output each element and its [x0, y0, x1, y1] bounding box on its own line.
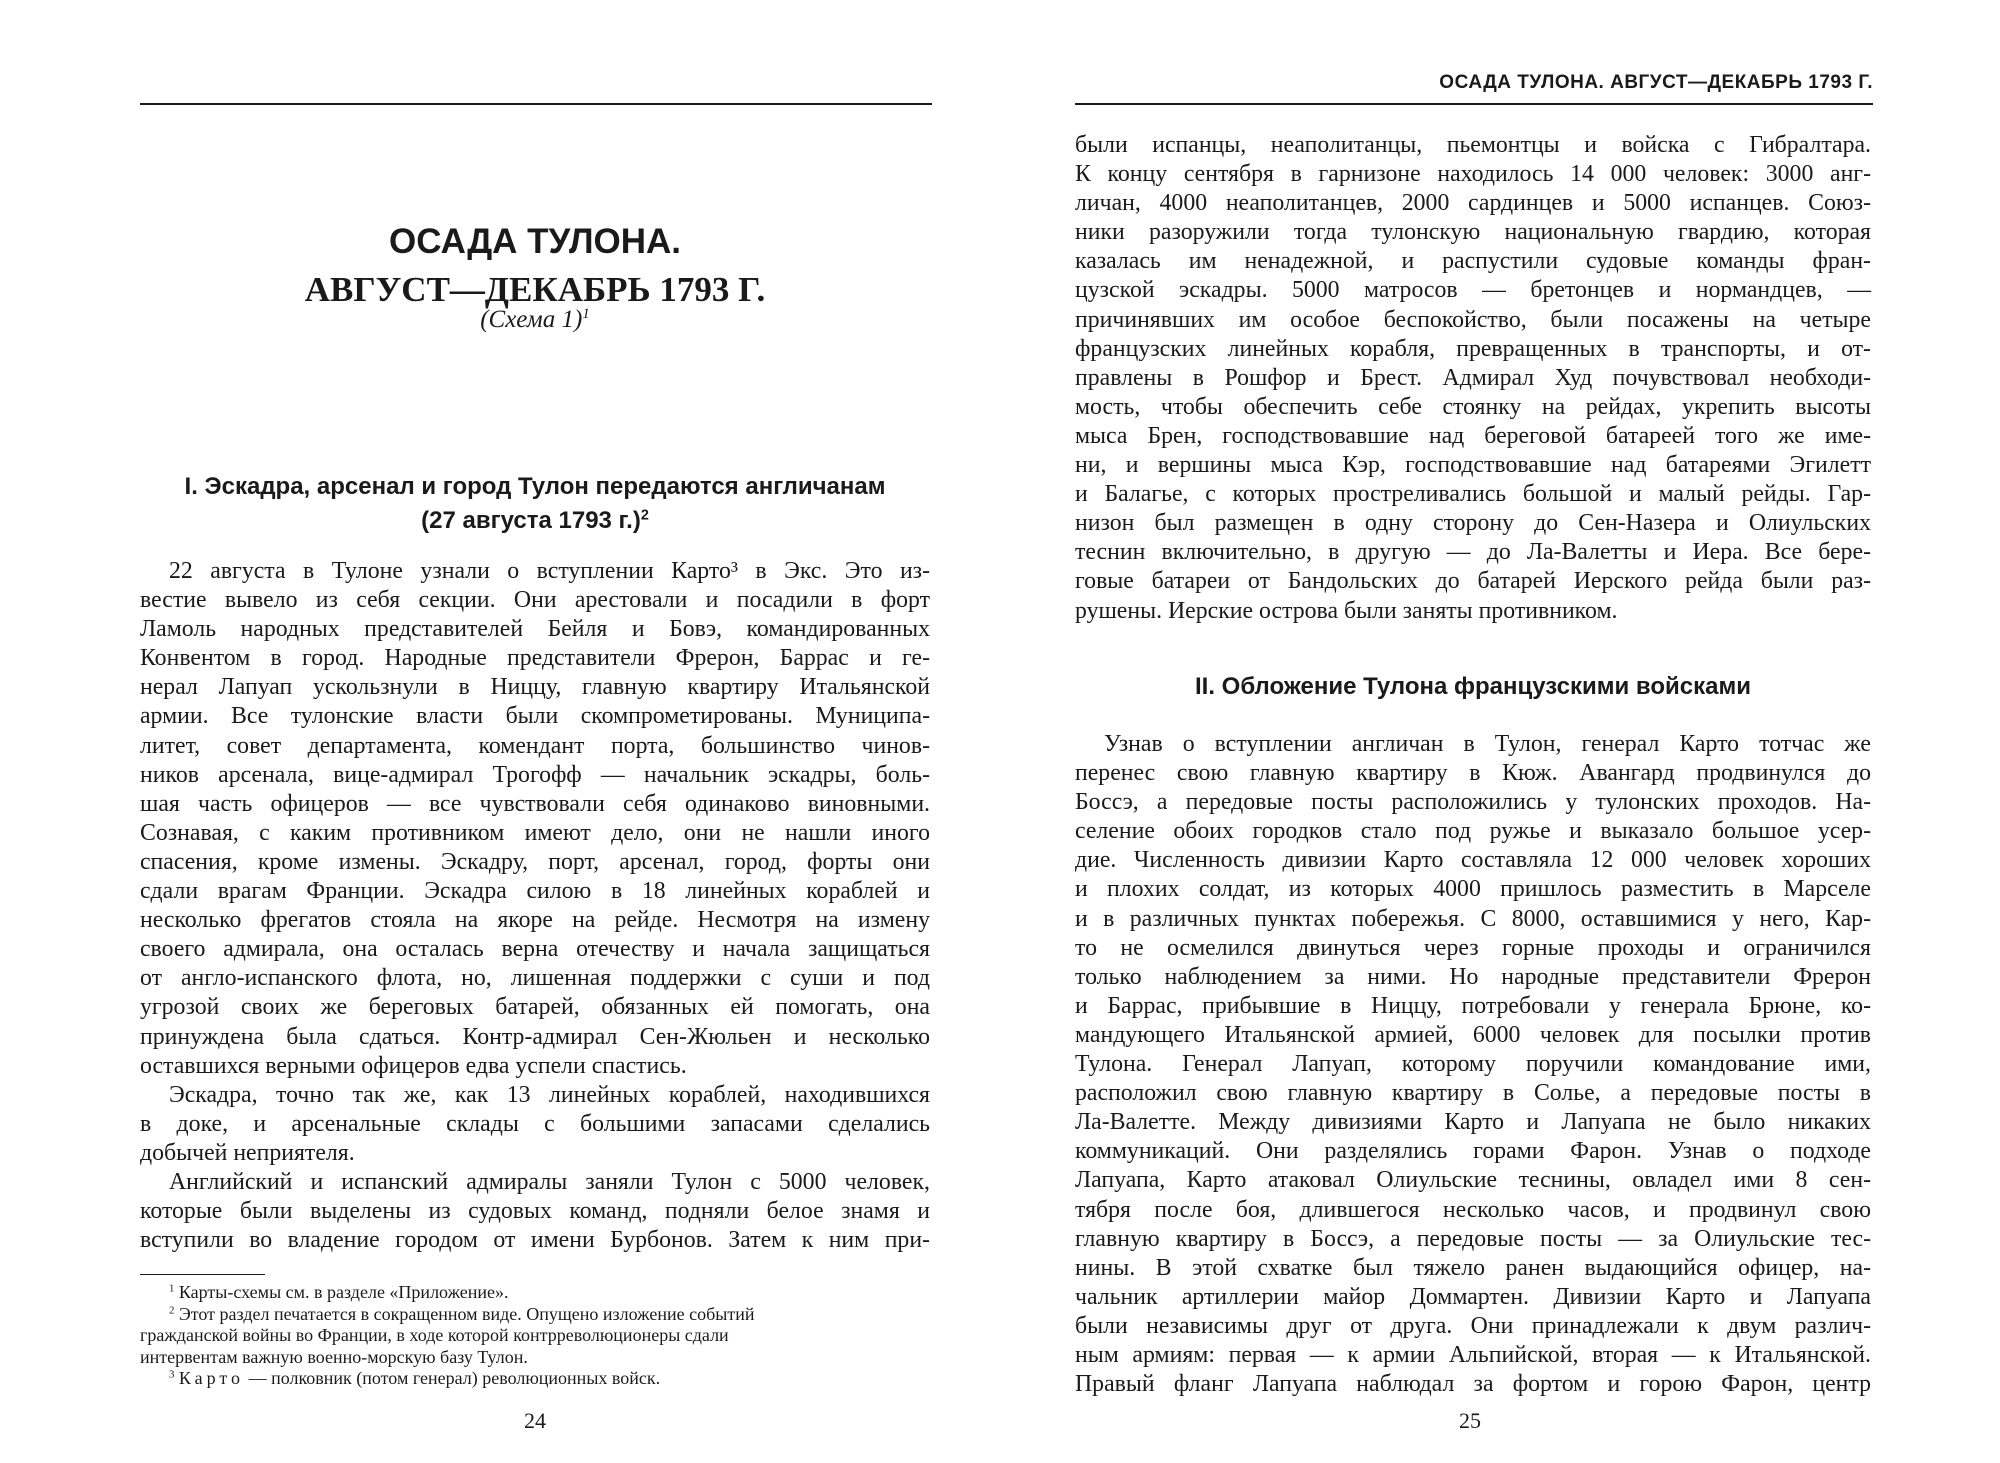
left-body-line: Эскадра, точно так же, как 13 линейных кораблей, находившихся — [169, 1081, 930, 1108]
footnote-ref-1: 1 — [582, 306, 590, 322]
right-bottom-line: Узнав о вступлении англичан в Тулон, генерал Карто тотчас же — [1104, 731, 1871, 757]
right-bottom-line: селение обоих городков стало под ружье и выказало большое усер- — [1075, 818, 1871, 845]
footnote-2-number: 2 — [169, 1304, 175, 1317]
right-top-line: ни, и вершины мыса Кэр, господствовавшие над батареями Эгилетт — [1075, 452, 1871, 479]
right-bottom-line: главную квартиру в Боссэ, а передовые посты — за Олиульские тес- — [1075, 1225, 1871, 1252]
left-body-line: 22 августа в Тулоне узнали о вступлении Карто³ в Экс. Это из- — [169, 558, 930, 584]
right-bottom-line: и Баррас, прибывшие в Ниццу, потребовали у генерала Брюне, ко- — [1075, 992, 1871, 1019]
right-bottom-line: Правый фланг Лапуапа наблюдал за фортом и горою Фарон, центр — [1075, 1371, 1871, 1398]
right-bottom-line: ным армиям: первая — к армии Альпийской, вторая — к Итальянской. — [1075, 1341, 1871, 1368]
right-top-line: казалась им ненадежной, и распустили судовые команды фран- — [1075, 248, 1871, 275]
footnote-3-text: — полковник (потом генерал) революционных войск. — [244, 1368, 661, 1389]
left-body-line: вестие вывело из себя секции. Они арестовали и посадили в форт — [140, 587, 930, 614]
right-bottom-line: чальник артиллерии майор Доммартен. Дивизии Карто и Лапуапа — [1075, 1283, 1871, 1310]
footnote-1 — [140, 1282, 930, 1304]
right-top-line: мыса Брен, господствовавшие над береговой батареей того же име- — [1075, 422, 1871, 449]
right-header-rule — [1075, 103, 1873, 105]
left-body-line: в доке, и арсенальные склады с большими запасами сделались — [140, 1110, 930, 1137]
right-top-line: и Балагье, с которых простреливались большой и малый рейды. Гар- — [1075, 481, 1871, 508]
footnote-rule — [140, 1274, 265, 1275]
left-body-line: литет, совет департамента, комендант порта, большинство чинов- — [140, 732, 930, 759]
left-body-text — [140, 557, 930, 1255]
running-head: ОСАДА ТУЛОНА. АВГУСТ—ДЕКАБРЬ 1793 Г. — [1439, 72, 1873, 93]
right-top-line: говые батареи от Бандольских до батарей Иерского рейда были раз- — [1075, 568, 1871, 595]
footnote-2-text-1: Этот раздел печатается в сокращенном виде. Опущено изложение событий — [178, 1303, 755, 1324]
right-bottom-line: коммуникаций. Они разделялись горами Фарон. Узнав о подходе — [1075, 1138, 1871, 1165]
left-body-line: ников арсенала, вице-адмирал Трогофф — начальник эскадры, боль- — [140, 761, 930, 788]
right-top-line: низон был размещен в одну сторону до Сен-Назера и Олиульских — [1075, 510, 1871, 537]
left-body-line: оставшихся верными офицеров едва успели спастись. — [140, 1052, 687, 1079]
right-top-line: французских линейных корабля, превращенных в транспорты, и от- — [1075, 335, 1871, 362]
left-body-line: несколько фрегатов стояла на якоре на рейде. Несмотря на измену — [140, 907, 930, 934]
left-body-line: Конвентом в город. Народные представители Фрерон, Баррас и ге- — [140, 645, 930, 672]
left-body-line: принуждена была сдаться. Контр-адмирал Сен-Жюльен и несколько — [140, 1023, 930, 1050]
footnote-3 — [140, 1368, 930, 1390]
right-bottom-line: были независимы друг от друга. Они принадлежали к двум различ- — [1075, 1312, 1871, 1339]
right-bottom-line: Лапуапа, Карто атаковал Олиульские теснины, овладел ими 8 сен- — [1075, 1167, 1871, 1194]
right-top-line: мость, чтобы обеспечить себе стоянку на рейдах, укрепить высоты — [1075, 393, 1871, 420]
section1-title-line1: I. Эскадра, арсенал и город Тулон передаются англичанам — [184, 473, 886, 500]
right-bottom-line: Ла-Валетте. Между дивизиями Карто и Лапуапа не было никаких — [1075, 1109, 1871, 1136]
footnote-1-number: 1 — [169, 1282, 175, 1295]
folio-left: 24 — [524, 1408, 546, 1433]
section2-title — [1075, 670, 1871, 704]
left-body-line: от англо-испанского флота, но, лишенная поддержки с суши и под — [140, 965, 930, 992]
right-top-line: рушены. Иерские острова были заняты противником. — [1075, 597, 1618, 624]
right-bottom-line: перенес свою главную квартиру в Кюж. Авангард продвинулся до — [1075, 760, 1871, 787]
right-bottom-line: дие. Численность дивизии Карто составляла 12 000 человек хороших — [1075, 847, 1871, 874]
left-body-line: угрозой своих же береговых батарей, обязанных ей помогать, она — [140, 994, 930, 1021]
chapter-title-line1: ОСАДА ТУЛОНА. — [388, 222, 681, 261]
right-bottom-line: и в различных пунктах побережья. С 8000, оставшимися у него, Кар- — [1075, 905, 1871, 932]
right-body-text-top — [1075, 131, 1871, 626]
left-body-line: вступили во владение городом от имени Бурбонов. Затем к ним при- — [140, 1227, 930, 1254]
left-body-line: Сознавая, с каким противником имеют дело, они не нашли иного — [140, 819, 930, 846]
left-body-line: своего адмирала, она осталась верна отечеству и начала защищаться — [140, 936, 930, 963]
right-bottom-line: то не осмелился двинуться через горные проходы и ограничился — [1075, 934, 1871, 961]
right-bottom-line: Боссэ, а передовые посты расположились у тулонских проходов. На- — [1075, 789, 1871, 816]
right-top-line: цузской эскадры. 5000 матросов — бретонцев и нормандцев, — — [1075, 277, 1871, 304]
left-body-line: Английский и испанский адмиралы заняли Тулон с 5000 человек, — [169, 1168, 930, 1195]
section2-title-text: II. Обложение Тулона французскими войсками — [1194, 673, 1751, 700]
footnote-ref-2: 2 — [640, 507, 649, 524]
right-top-line: причинявших им особое беспокойство, были посажены на четыре — [1075, 306, 1871, 333]
chapter-title-line2: АВГУСТ—ДЕКАБРЬ 1793 Г. — [304, 270, 766, 309]
right-bottom-line: Тулона. Генерал Лапуап, которому поручили командование ими, — [1075, 1051, 1871, 1078]
footnote-2-line1 — [140, 1304, 930, 1326]
left-body-line: шая часть офицеров — все чувствовали себя одинаково виновными. — [140, 790, 930, 817]
right-top-line: теснин включительно, в другую — до Ла-Валетты и Иера. Все бере- — [1075, 539, 1871, 566]
left-body-line: армии. Все тулонские власти были скомпрометированы. Муниципа- — [140, 703, 930, 730]
right-bottom-line: только наблюдением за ними. Но народные представители Фрерон — [1075, 963, 1871, 990]
folio-right: 25 — [1459, 1408, 1481, 1433]
footnote-2-line2: гражданской войны во Франции, в ходе которой контрреволюционеры сдали — [140, 1325, 729, 1346]
scheme-label: (Схема 1) — [480, 306, 583, 333]
right-top-line: ники разоружили тогда тулонскую национальную гвардию, которая — [1075, 219, 1871, 246]
right-top-line: были испанцы, неаполитанцы, пьемонтцы и войска с Гибралтара. — [1075, 132, 1871, 158]
right-bottom-line: тября после боя, длившегося несколько часов, и продвинул свою — [1075, 1196, 1871, 1223]
right-bottom-line: нины. В этой схватке был тяжело ранен выдающийся офицер, на- — [1075, 1254, 1871, 1281]
left-body-line: сдали врагам Франции. Эскадра силою в 18 линейных кораблей и — [140, 878, 930, 905]
left-body-line: которые были выделены из судовых команд, подняли белое знамя и — [140, 1198, 930, 1225]
footnote-1-text: Карты-схемы см. в разделе «Приложение». — [178, 1282, 509, 1302]
section1-title-line2: (27 августа 1793 г.) — [421, 507, 641, 534]
right-top-line: К концу сентября в гарнизоне находилось 14 000 человек: 3000 анг- — [1075, 161, 1871, 188]
right-bottom-line: расположил свою главную квартиру в Солье, а передовые посты в — [1075, 1080, 1871, 1107]
footnote-2-line3: интервентам важную военно-морскую базу Тулон. — [140, 1346, 528, 1367]
right-top-line: личан, 4000 неаполитанцев, 2000 сардинцев и 5000 испанцев. Союз- — [1075, 190, 1871, 217]
left-body-line: спасения, кроме измены. Эскадру, порт, арсенал, город, форты они — [140, 848, 930, 875]
footnotes — [140, 1282, 930, 1390]
left-body-line: Ламоль народных представителей Бейля и Бовэ, командированных — [140, 616, 930, 643]
footnote-3-name: Карто — [178, 1368, 245, 1389]
right-top-line: правлены в Рошфор и Брест. Адмирал Худ почувствовал необходи- — [1075, 364, 1871, 391]
chapter-title — [140, 218, 930, 314]
right-body-text-bottom — [1075, 730, 1871, 1399]
left-body-line: добычей неприятеля. — [140, 1139, 355, 1166]
section1-title — [140, 470, 930, 538]
right-bottom-line: и плохих солдат, из которых 4000 пришлось разместить в Марселе — [1075, 876, 1871, 903]
left-header-rule — [140, 103, 932, 105]
right-bottom-line: мандующего Итальянской армией, 6000 человек для посылки против — [1075, 1021, 1871, 1048]
left-body-line: нерал Лапуап ускользнули в Ниццу, главную квартиру Итальянской — [140, 674, 930, 701]
footnote-3-number: 3 — [169, 1368, 175, 1381]
chapter-scheme-ref — [140, 306, 930, 334]
